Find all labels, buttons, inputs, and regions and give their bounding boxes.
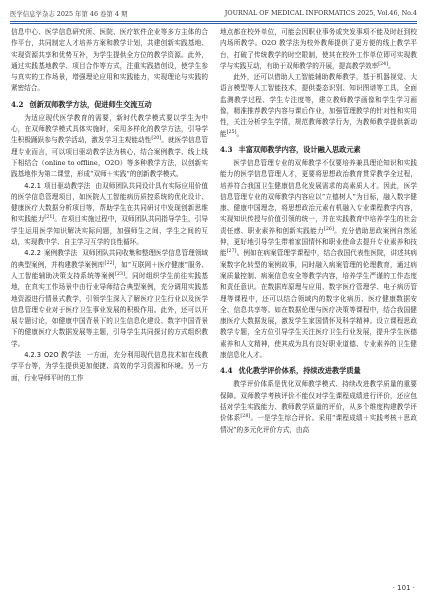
subsection-4-2-1: [11, 181, 208, 249]
paragraph: [220, 27, 417, 72]
paragraph-text: 为适应现代医学教育的需要，新时代教学模式要以学生为中心，在双师教学模式具体实施时，采用多样化的教学方法，引导学生积极踊跃参与教学活动，激发学习主观能动性: [11, 113, 208, 145]
subsection-number: 4.2.3: [24, 351, 41, 360]
paragraph-text: 由双师团队共同设计具有实际应用价值的医学信息管理项目，如医院人工智能病历质控系统的优化设计、健康医疗大数据分析项目等，帮助学生在共同研讨中发现创新思维和实践能力: [11, 181, 208, 224]
page-number: · 101 ·: [392, 584, 415, 592]
section-title: 丰富双师教学内容，设计融入思政元素: [238, 144, 361, 154]
paragraph-text: 此外，还可以借助人工智能辅助教师教学，基于机器视觉、大语言模型等人工智能技术，提供娄态识别、知识图谱等工具，全面监测教学过程、学生专注度等，建立教师教学画像和学生学习画像，精准推荐教学内容与课后作业，加强管理教学的针对性和实用性，关注分析学生学情，规范教师教学行为，为教师教学提供新动能: [220, 73, 417, 138]
citation: [27]: [226, 249, 237, 255]
section-number: 4.4: [220, 366, 233, 376]
paragraph-text: 教学评价体系是优化双师教学模式、持续改进教学质量的重要保障。双师教学考核评价不能仅对学生课程成绩进行评价，还应包括对学生实践能力、教师教学质量的评价，从多个维度构建教学评价体系: [220, 380, 417, 423]
header-journal-cn: 医学信息学杂志 2025 年第 46 卷第 4 期: [10, 9, 128, 18]
section-heading-4-4: [220, 365, 417, 376]
paragraph: [220, 379, 417, 435]
paragraph: [220, 158, 417, 361]
paragraph-text: 双师团队共同收集和整理医学信息管理领域的典型案例，并构建教学案例库: [11, 249, 208, 269]
subsection-label: 案例教学法: [43, 249, 78, 258]
section-title: 优化教学评价体系，持续改进教学质量: [238, 366, 361, 376]
paragraph-text: 医学信息管理专业的双师教学不仅要培养兼具理论知识和实践能力的医学信息管理人才，更要将思想政治教育贯穿教学全过程，培养符合我国卫生健康信息化发展需求的高素质人才。因此，医学信息管理专业的双师教学内容应以“立德树人”为目标，融入数字健康、健康中国理念，将思想政治元素有机融入专业课程教学内容，实现知识传授与价值引领的统一，并在实践教育中培养学生的社会责任感、职业素养和创新实践能力: [220, 158, 417, 235]
header-journal-en: JOURNAL OF MEDICAL INFORMATICS 2025, Vol.46, No.4: [224, 9, 417, 17]
header-rule-thin: [10, 23, 417, 24]
citation: [26]: [323, 226, 334, 232]
subsection-number: 4.2.1: [24, 181, 41, 190]
paragraph-text: 。充分借助思政案例自然延伸，更好地引导学生带着家国情怀和职业使命去提升专业素养和技能: [220, 226, 418, 258]
citation: [28]: [240, 414, 251, 420]
paragraph-text: 。在项目实施过程中，双师团队共同指导学生，引导学生运用医学知识解决实际问题，加强师生之间、学生之间的互动，实现教中学、自主学习互学的良性循环。: [11, 215, 209, 247]
citation: [25]: [226, 129, 237, 135]
paragraph: [11, 113, 208, 181]
section-heading-4-3: [220, 144, 417, 155]
paragraph-text: 。: [388, 61, 395, 70]
citation: [23]: [114, 271, 125, 277]
paragraph-text: 地点都在校外单位，可能会因职业事务或突发事项不能及时赶到校内场所教学。O2O 教学法为校外教师提供了更方便的线上教学平台，打破了传统教学的时空限制，使其在校外工作单位即可实现教学与实践互动，有助于双师教学的开展，提高教学效率: [220, 28, 417, 70]
subsection-number: 4.2.2: [24, 249, 41, 258]
section-number: 4.3: [220, 144, 233, 154]
section-title: 创新双师教学方法，促进师生交流互动: [29, 99, 152, 109]
right-column: [220, 27, 417, 436]
header-rule: [10, 21, 417, 22]
subsection-4-2-3: [11, 350, 208, 384]
citation: [20]: [151, 136, 162, 142]
subsection-4-2-2: [11, 248, 208, 350]
subsection-label: O2O 教学法: [43, 351, 82, 360]
section-number: 4.2: [11, 99, 24, 109]
paragraph-text: ，如“互联网＋医疗健康”服务、人工智能辅助决策支持系统等案例: [11, 260, 208, 280]
paragraph-text: 。: [236, 129, 244, 138]
citation: [22]: [104, 260, 115, 266]
paragraph-text: 。一是学生综合评价。采用“课程成绩＋实践考核＋思政情况”的多元化评价方式，由高: [220, 414, 418, 434]
running-header: [10, 6, 417, 20]
paragraph: [220, 72, 417, 140]
paragraph: 信息中心、医学信息研究所、医院、医疗软件企业等多方主体的合作平台，共同制定人才培养方案和教学计划，共建创新实践基地、实现资源共享和优势互补，为学生提供全方位的教学资源。此外，通过实践基地教学、项目合作等方式，注重实践措创设，使学生参与真实的工作场景，增强理论应用和实践能力，实现理论与实践的紧密结合。: [11, 28, 208, 93]
citation: [24]: [378, 61, 389, 67]
left-column: [11, 27, 208, 384]
section-heading-4-2: [11, 99, 208, 110]
citation: [21]: [44, 215, 55, 221]
paragraph-text: 。同时组织学生前往实践基地，在真实工作场景中由行业导师结合典型案例，充分调用实践基地资源进行情景式教学，引领学生深入了解医疗卫生行业以及医学信息管理专业对于医疗卫生事业发展的积极作用。此外，还可以开展专题讨论，如健康中国背景下的卫生信息化建设、数字中国背景下的健康医疗大数据发展等主题，引导学生共同探讨的方式组织教学。: [11, 271, 209, 348]
paragraph-text: 。就医学信息管理专业而言，可以项目驱动教学法为核心，结合案例教学、线上线下相结合（online to offline，O2O）等多种教学方法，以创新实践基地作为第二课堂，形成“双师＋实践”的创新教学模式。: [11, 136, 209, 179]
subsection-label: 项目驱动教学法: [43, 181, 91, 190]
paragraph-text: 一方面，充分利用现代信息技术如在线教学平台等，为学生提供更加便捷、高效的学习资源和环境。另一方面，行业导师平时的工作: [11, 351, 208, 382]
paragraph-text: 。例如在病案管理学课程中，结合我国代表性医院，讲述其病案数字化转型的案例故事，同时融入病案管理的伦理教育，通过病案质量控制、病案信息安全等教学内容，培养学生严谨的工作态度和责任意识。在数据库原理与应用、数字医疗管理学、电子病历管理等课程中，还可以结合领域内的数字化病历、医疗健康数据安全、信息共享等。如在数据伦理与医疗决策等课程中，结合我国健康医疗大数据发展，激发学生家国情怀及科学精神。设立课程思政教学专题，全方位引导学生关注医疗卫生行业发展，提升学生医德素养和人文精神，使其成为具有良好职业道德、专业素养的卫生健康信息化人才。: [220, 249, 418, 360]
